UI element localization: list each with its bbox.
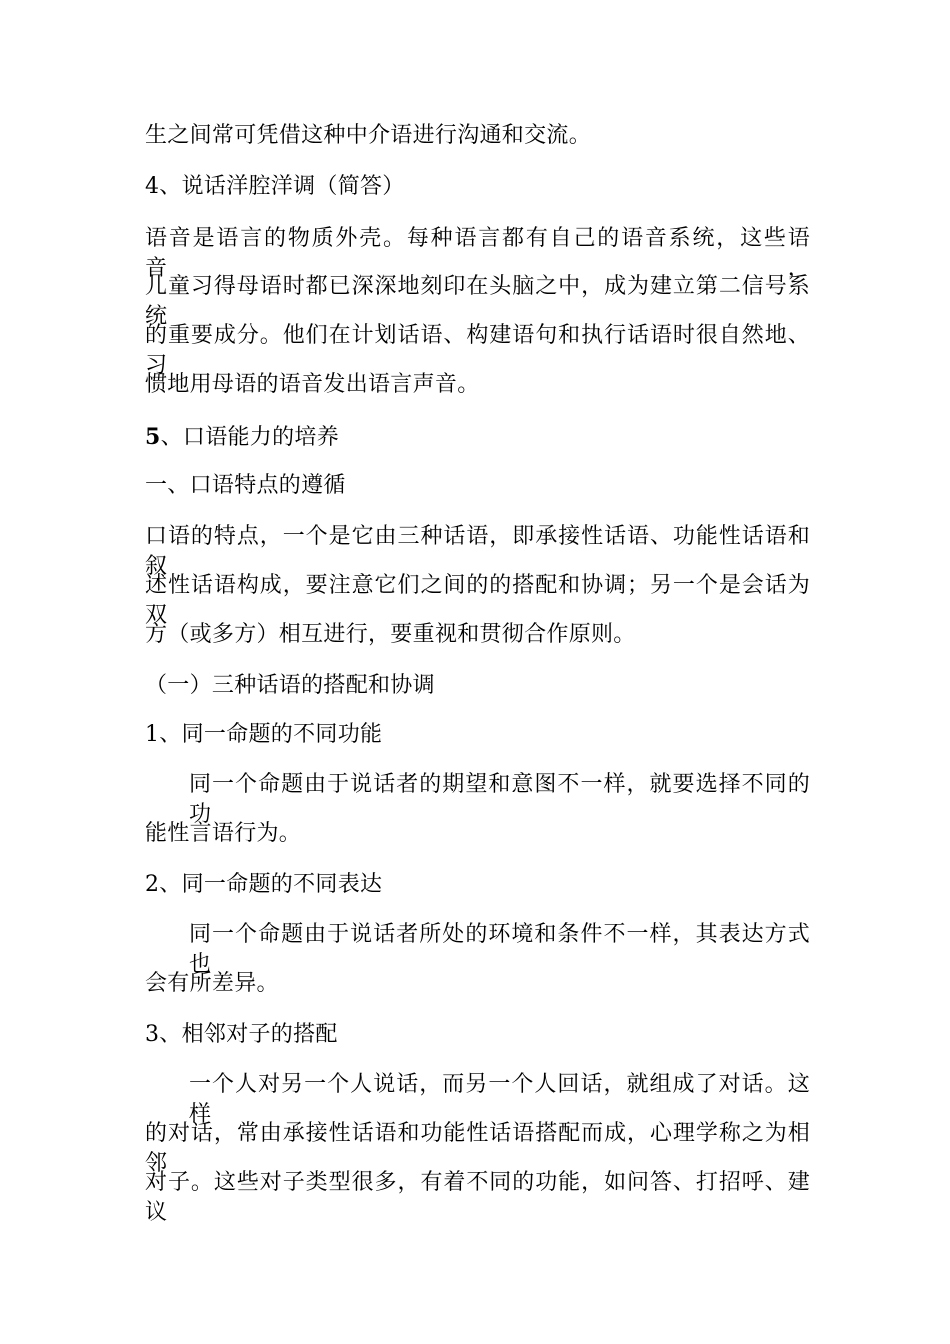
item-heading: 3、相邻对子的搭配 [145, 1022, 338, 1047]
paragraph-line: 口语的特点，一个是它由三种话语，即承接性话语、功能性话语和叙 [145, 524, 810, 579]
paragraph-line: 述性话语构成，要注意它们之间的的搭配和协调；另一个是会话为双 [145, 573, 810, 628]
heading-text: 、口语能力的培养 [160, 425, 340, 450]
paragraph-line: 的重要成分。他们在计划话语、构建语句和执行话语时很自然地、习 [145, 323, 810, 378]
paragraph-line: 儿童习得母语时都已深深地刻印在头脑之中，成为建立第二信号系统 [145, 274, 810, 329]
section-heading-5 [145, 422, 810, 453]
paragraph-line: 的对话，常由承接性话语和功能性话语搭配而成，心理学称之为相邻 [145, 1121, 810, 1176]
paragraph-line: 同一个命题由于说话者的期望和意图不一样，就要选择不同的功 [189, 772, 810, 827]
paragraph-line: 一个人对另一个人说话，而另一个人回话，就组成了对话。这样 [189, 1072, 810, 1127]
paragraph-line: 对子。这些对子类型很多，有着不同的功能，如问答、打招呼、建议 [145, 1170, 810, 1225]
item-heading: 2、同一命题的不同表达 [145, 872, 383, 897]
paragraph-line: 能性言语行为。 [145, 821, 302, 846]
item-heading: 1、同一命题的不同功能 [145, 722, 383, 747]
section-heading-4: 4、说话洋腔洋调（简答） [145, 174, 405, 199]
paragraph-line: 方（或多方）相互进行，要重视和贯彻合作原则。 [145, 622, 636, 647]
paragraph-line: 语音是语言的物质外壳。每种语言都有自己的语音系统，这些语音， [145, 226, 810, 281]
text-line-1: 生之间常可凭借这种中介语进行沟通和交流。 [145, 123, 592, 148]
subheading: 一、口语特点的遵循 [145, 473, 346, 498]
heading-number: 5 [145, 424, 161, 450]
paragraph-line: 惯地用母语的语音发出语言声音。 [145, 372, 480, 397]
subheading: （一）三种话语的搭配和协调 [145, 673, 435, 698]
paragraph-line: 同一个命题由于说话者所处的环境和条件不一样，其表达方式也 [189, 922, 810, 977]
paragraph-line: 会有所差异。 [145, 971, 279, 996]
